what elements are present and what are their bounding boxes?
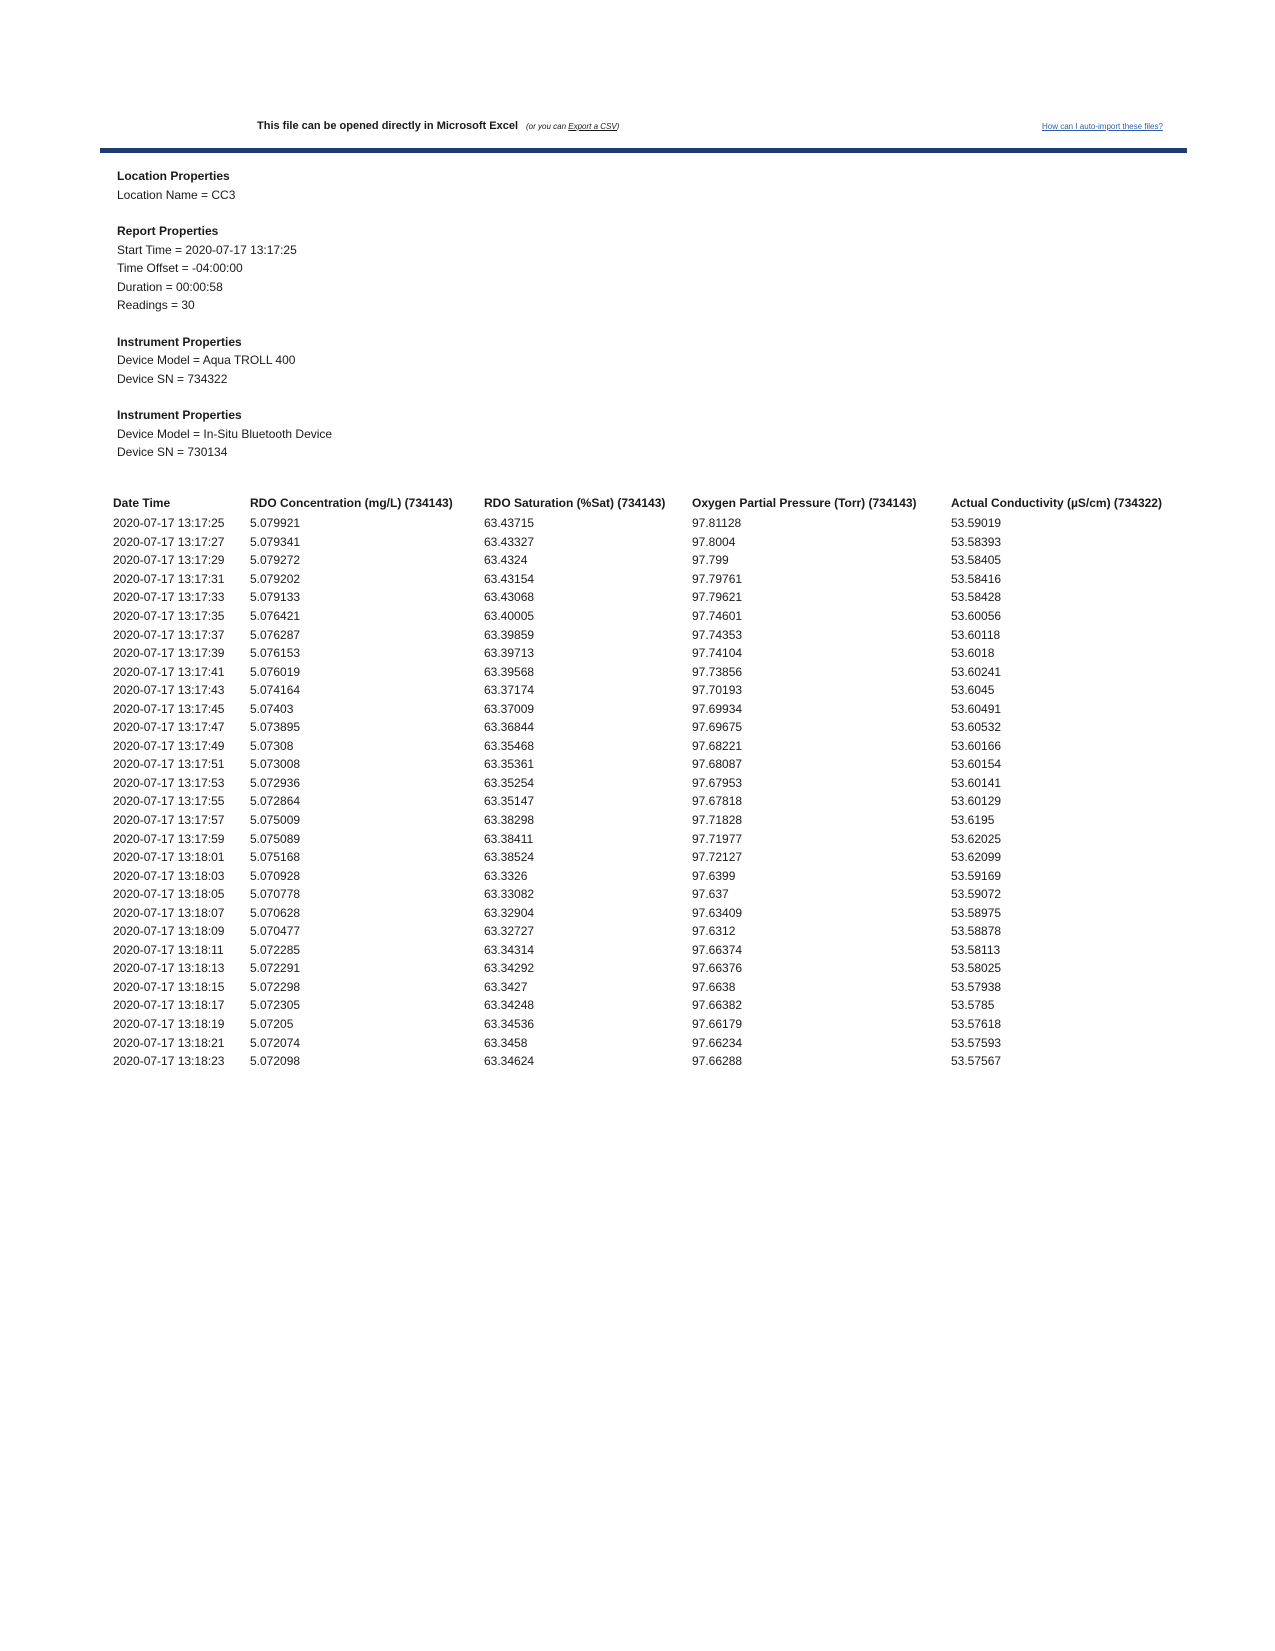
export-banner bbox=[0, 120, 1275, 140]
date-time-cell: 2020-07-17 13:17:51 bbox=[113, 757, 225, 772]
property-line: Device SN = 730134 bbox=[117, 445, 228, 459]
date-time-cell: 2020-07-17 13:17:41 bbox=[113, 664, 225, 679]
table-row bbox=[113, 959, 1191, 978]
table-row bbox=[113, 514, 1191, 533]
rdo-concentration-cell: 5.072298 bbox=[250, 979, 301, 994]
rdo-concentration-cell: 5.070778 bbox=[250, 887, 301, 902]
table-row bbox=[113, 811, 1191, 830]
property-line: Duration = 00:00:58 bbox=[117, 279, 223, 294]
oxygen-partial-pressure-cell: 97.66374 bbox=[692, 942, 743, 957]
table-row bbox=[113, 607, 1191, 626]
oxygen-partial-pressure-cell: 97.637 bbox=[692, 887, 729, 902]
actual-conductivity-cell: 53.6018 bbox=[951, 646, 995, 661]
rdo-saturation-cell: 63.34248 bbox=[484, 998, 535, 1013]
rdo-saturation-cell: 63.34624 bbox=[484, 1054, 535, 1069]
rdo-saturation-cell: 63.37174 bbox=[484, 683, 535, 698]
rdo-saturation-cell: 63.38524 bbox=[484, 850, 535, 865]
date-time-cell: 2020-07-17 13:18:23 bbox=[113, 1054, 225, 1069]
table-row bbox=[113, 866, 1191, 885]
oxygen-partial-pressure-cell: 97.69675 bbox=[692, 720, 743, 735]
property-line: Time Offset = -04:00:00 bbox=[117, 261, 243, 275]
property-line: Device Model = Aqua TROLL 400 bbox=[117, 353, 296, 367]
column-header-actual-conductivity: Actual Conductivity (µS/cm) (734322) bbox=[951, 495, 1162, 510]
property-line: Device Model = In-Situ Bluetooth Device bbox=[117, 426, 333, 441]
actual-conductivity-cell: 53.58416 bbox=[951, 571, 1002, 586]
table-row bbox=[113, 885, 1191, 904]
oxygen-partial-pressure-cell: 97.66288 bbox=[692, 1054, 743, 1069]
actual-conductivity-cell: 53.58878 bbox=[951, 924, 1002, 939]
rdo-concentration-cell: 5.07205 bbox=[250, 1017, 294, 1032]
oxygen-partial-pressure-cell: 97.74601 bbox=[692, 609, 743, 623]
actual-conductivity-cell: 53.60491 bbox=[951, 701, 1002, 716]
table-body bbox=[113, 514, 1191, 1070]
date-time-cell: 2020-07-17 13:17:37 bbox=[113, 627, 225, 642]
table-row bbox=[113, 1052, 1191, 1071]
table-row bbox=[113, 533, 1191, 552]
actual-conductivity-cell: 53.60141 bbox=[951, 775, 1002, 790]
table-row bbox=[113, 662, 1191, 681]
actual-conductivity-cell: 53.60154 bbox=[951, 757, 1002, 772]
rdo-saturation-cell: 63.37009 bbox=[484, 701, 535, 716]
date-time-cell: 2020-07-17 13:17:59 bbox=[113, 831, 225, 846]
rdo-concentration-cell: 5.076421 bbox=[250, 609, 301, 623]
actual-conductivity-cell: 53.57618 bbox=[951, 1017, 1002, 1032]
oxygen-partial-pressure-cell: 97.66179 bbox=[692, 1017, 743, 1032]
date-time-cell: 2020-07-17 13:17:33 bbox=[113, 590, 225, 605]
date-time-cell: 2020-07-17 13:17:55 bbox=[113, 794, 225, 809]
property-line: Location Name = CC3 bbox=[117, 187, 236, 202]
actual-conductivity-cell: 53.57593 bbox=[951, 1035, 1002, 1050]
actual-conductivity-cell: 53.58405 bbox=[951, 553, 1002, 568]
rdo-concentration-cell: 5.079921 bbox=[250, 516, 301, 531]
table-row bbox=[113, 755, 1191, 774]
actual-conductivity-cell: 53.58975 bbox=[951, 905, 1002, 920]
rdo-concentration-cell: 5.079272 bbox=[250, 553, 301, 568]
date-time-cell: 2020-07-17 13:17:27 bbox=[113, 534, 225, 549]
rdo-saturation-cell: 63.43068 bbox=[484, 590, 535, 605]
oxygen-partial-pressure-cell: 97.69934 bbox=[692, 701, 743, 716]
section-heading: Report Properties bbox=[117, 224, 219, 238]
oxygen-partial-pressure-cell: 97.72127 bbox=[692, 850, 743, 865]
table-row bbox=[113, 737, 1191, 756]
actual-conductivity-cell: 53.58113 bbox=[951, 942, 1001, 957]
date-time-cell: 2020-07-17 13:18:19 bbox=[113, 1017, 225, 1032]
rdo-concentration-cell: 5.070628 bbox=[250, 905, 301, 920]
table-row bbox=[113, 829, 1191, 848]
date-time-cell: 2020-07-17 13:17:29 bbox=[113, 553, 225, 568]
rdo-saturation-cell: 63.34314 bbox=[484, 942, 535, 957]
oxygen-partial-pressure-cell: 97.79761 bbox=[692, 571, 743, 586]
table-row bbox=[113, 1015, 1191, 1034]
date-time-cell: 2020-07-17 13:17:53 bbox=[113, 775, 225, 790]
header-divider bbox=[100, 148, 1187, 153]
date-time-cell: 2020-07-17 13:17:47 bbox=[113, 720, 225, 735]
table-row bbox=[113, 792, 1191, 811]
rdo-concentration-cell: 5.072305 bbox=[250, 998, 301, 1013]
oxygen-partial-pressure-cell: 97.71977 bbox=[692, 831, 743, 846]
table-row bbox=[113, 570, 1191, 589]
rdo-saturation-cell: 63.39713 bbox=[484, 646, 535, 661]
oxygen-partial-pressure-cell: 97.8004 bbox=[692, 534, 736, 549]
actual-conductivity-cell: 53.62099 bbox=[951, 850, 1002, 865]
rdo-saturation-cell: 63.34292 bbox=[484, 961, 535, 976]
rdo-concentration-cell: 5.070477 bbox=[250, 924, 301, 939]
rdo-concentration-cell: 5.073895 bbox=[250, 720, 301, 735]
actual-conductivity-cell: 53.58428 bbox=[951, 590, 1002, 605]
properties-panel bbox=[117, 167, 617, 480]
date-time-cell: 2020-07-17 13:18:01 bbox=[113, 850, 225, 865]
excel-notice bbox=[257, 120, 619, 132]
rdo-concentration-cell: 5.072936 bbox=[250, 775, 301, 790]
excel-notice-text: This file can be opened directly in Microsoft Excel bbox=[257, 120, 519, 132]
table-row bbox=[113, 922, 1191, 941]
oxygen-partial-pressure-cell: 97.66234 bbox=[692, 1035, 743, 1050]
column-header-rdo-concentration: RDO Concentration (mg/L) (734143) bbox=[250, 495, 453, 510]
date-time-cell: 2020-07-17 13:18:13 bbox=[113, 961, 225, 976]
rdo-concentration-cell: 5.072864 bbox=[250, 794, 301, 809]
table-row bbox=[113, 588, 1191, 607]
actual-conductivity-cell: 53.57567 bbox=[951, 1054, 1002, 1069]
date-time-cell: 2020-07-17 13:17:31 bbox=[113, 571, 225, 586]
rdo-saturation-cell: 63.43327 bbox=[484, 534, 535, 549]
property-section bbox=[117, 406, 617, 462]
rdo-concentration-cell: 5.076019 bbox=[250, 664, 301, 679]
oxygen-partial-pressure-cell: 97.66382 bbox=[692, 998, 743, 1013]
column-header-oxygen-partial-pressure: Oxygen Partial Pressure (Torr) (734143) bbox=[692, 495, 917, 510]
oxygen-partial-pressure-cell: 97.68221 bbox=[692, 738, 743, 753]
rdo-concentration-cell: 5.076153 bbox=[250, 646, 301, 661]
csv-note-suffix: ) bbox=[616, 122, 620, 131]
oxygen-partial-pressure-cell: 97.6638 bbox=[692, 979, 736, 994]
rdo-saturation-cell: 63.3458 bbox=[484, 1035, 528, 1050]
section-heading: Instrument Properties bbox=[117, 334, 242, 349]
oxygen-partial-pressure-cell: 97.6399 bbox=[692, 868, 736, 883]
date-time-cell: 2020-07-17 13:18:21 bbox=[113, 1035, 225, 1050]
table-row bbox=[113, 644, 1191, 663]
actual-conductivity-cell: 53.58393 bbox=[951, 534, 1002, 549]
rdo-saturation-cell: 63.38298 bbox=[484, 813, 535, 828]
rdo-saturation-cell: 63.39859 bbox=[484, 627, 535, 642]
date-time-cell: 2020-07-17 13:18:07 bbox=[113, 905, 225, 920]
auto-import-help-link[interactable]: How can I auto-import these files? bbox=[1042, 122, 1163, 131]
table-row bbox=[113, 1033, 1191, 1052]
actual-conductivity-cell: 53.57938 bbox=[951, 979, 1002, 994]
rdo-saturation-cell: 63.33082 bbox=[484, 887, 535, 902]
section-heading: Location Properties bbox=[117, 169, 230, 183]
rdo-concentration-cell: 5.072291 bbox=[250, 961, 301, 976]
table-row bbox=[113, 774, 1191, 793]
oxygen-partial-pressure-cell: 97.71828 bbox=[692, 813, 743, 828]
rdo-saturation-cell: 63.35361 bbox=[484, 757, 535, 772]
date-time-cell: 2020-07-17 13:17:43 bbox=[113, 683, 225, 698]
table-row bbox=[113, 699, 1191, 718]
oxygen-partial-pressure-cell: 97.6312 bbox=[692, 924, 736, 939]
rdo-saturation-cell: 63.36844 bbox=[484, 720, 535, 735]
table-row bbox=[113, 848, 1191, 867]
date-time-cell: 2020-07-17 13:18:09 bbox=[113, 924, 225, 939]
oxygen-partial-pressure-cell: 97.799 bbox=[692, 553, 729, 568]
property-section bbox=[117, 222, 617, 315]
table-row bbox=[113, 996, 1191, 1015]
rdo-saturation-cell: 63.35254 bbox=[484, 775, 535, 790]
oxygen-partial-pressure-cell: 97.74353 bbox=[692, 627, 743, 642]
actual-conductivity-cell: 53.60532 bbox=[951, 720, 1002, 735]
export-csv-link[interactable]: Export a CSV bbox=[568, 122, 617, 131]
oxygen-partial-pressure-cell: 97.70193 bbox=[692, 683, 743, 698]
actual-conductivity-cell: 53.59169 bbox=[951, 868, 1002, 883]
rdo-saturation-cell: 63.35468 bbox=[484, 738, 535, 753]
column-header-date-time: Date Time bbox=[113, 495, 171, 510]
actual-conductivity-cell: 53.60166 bbox=[951, 738, 1002, 753]
table-header-row bbox=[113, 494, 1191, 514]
oxygen-partial-pressure-cell: 97.79621 bbox=[692, 590, 743, 605]
property-line: Start Time = 2020-07-17 13:17:25 bbox=[117, 242, 297, 257]
actual-conductivity-cell: 53.60129 bbox=[951, 794, 1002, 809]
property-line: Device SN = 734322 bbox=[117, 371, 228, 386]
date-time-cell: 2020-07-17 13:17:35 bbox=[113, 609, 225, 623]
section-heading: Instrument Properties bbox=[117, 408, 242, 422]
oxygen-partial-pressure-cell: 97.68087 bbox=[692, 757, 743, 772]
rdo-saturation-cell: 63.34536 bbox=[484, 1017, 535, 1032]
date-time-cell: 2020-07-17 13:17:39 bbox=[113, 646, 225, 661]
table-row bbox=[113, 941, 1191, 960]
rdo-saturation-cell: 63.43154 bbox=[484, 571, 535, 586]
date-time-cell: 2020-07-17 13:18:05 bbox=[113, 887, 225, 902]
rdo-concentration-cell: 5.074164 bbox=[250, 683, 301, 698]
oxygen-partial-pressure-cell: 97.67953 bbox=[692, 775, 743, 790]
actual-conductivity-cell: 53.6045 bbox=[951, 683, 995, 698]
csv-note bbox=[526, 122, 619, 131]
actual-conductivity-cell: 53.5785 bbox=[951, 998, 995, 1013]
rdo-concentration-cell: 5.079133 bbox=[250, 590, 301, 605]
rdo-concentration-cell: 5.072098 bbox=[250, 1054, 301, 1069]
table-row bbox=[113, 978, 1191, 997]
oxygen-partial-pressure-cell: 97.73856 bbox=[692, 664, 743, 679]
rdo-concentration-cell: 5.075168 bbox=[250, 850, 301, 865]
rdo-saturation-cell: 63.35147 bbox=[484, 794, 535, 809]
oxygen-partial-pressure-cell: 97.66376 bbox=[692, 961, 743, 976]
date-time-cell: 2020-07-17 13:18:15 bbox=[113, 979, 225, 994]
oxygen-partial-pressure-cell: 97.63409 bbox=[692, 905, 743, 920]
rdo-concentration-cell: 5.079341 bbox=[250, 534, 301, 549]
csv-note-prefix: (or you can bbox=[526, 122, 569, 131]
oxygen-partial-pressure-cell: 97.67818 bbox=[692, 794, 743, 809]
rdo-concentration-cell: 5.07403 bbox=[250, 701, 294, 716]
rdo-saturation-cell: 63.39568 bbox=[484, 664, 535, 679]
actual-conductivity-cell: 53.6195 bbox=[951, 813, 995, 828]
date-time-cell: 2020-07-17 13:18:17 bbox=[113, 998, 225, 1013]
table-row bbox=[113, 903, 1191, 922]
rdo-concentration-cell: 5.072074 bbox=[250, 1035, 301, 1050]
rdo-concentration-cell: 5.079202 bbox=[250, 571, 301, 586]
property-section bbox=[117, 167, 617, 204]
date-time-cell: 2020-07-17 13:18:03 bbox=[113, 868, 225, 883]
rdo-saturation-cell: 63.4324 bbox=[484, 553, 528, 568]
table-row bbox=[113, 551, 1191, 570]
rdo-concentration-cell: 5.075009 bbox=[250, 813, 301, 828]
rdo-saturation-cell: 63.32727 bbox=[484, 924, 535, 939]
rdo-saturation-cell: 63.32904 bbox=[484, 905, 535, 920]
column-header-rdo-saturation: RDO Saturation (%Sat) (734143) bbox=[484, 495, 666, 510]
rdo-saturation-cell: 63.43715 bbox=[484, 516, 535, 531]
rdo-saturation-cell: 63.3427 bbox=[484, 979, 528, 994]
property-section bbox=[117, 333, 617, 389]
property-line: Readings = 30 bbox=[117, 298, 195, 312]
oxygen-partial-pressure-cell: 97.81128 bbox=[692, 516, 742, 531]
readings-table bbox=[113, 494, 1191, 1070]
actual-conductivity-cell: 53.60118 bbox=[951, 627, 1001, 642]
rdo-concentration-cell: 5.070928 bbox=[250, 868, 301, 883]
date-time-cell: 2020-07-17 13:17:57 bbox=[113, 813, 225, 828]
rdo-saturation-cell: 63.3326 bbox=[484, 868, 528, 883]
actual-conductivity-cell: 53.62025 bbox=[951, 831, 1002, 846]
actual-conductivity-cell: 53.60056 bbox=[951, 609, 1002, 623]
oxygen-partial-pressure-cell: 97.74104 bbox=[692, 646, 743, 661]
rdo-concentration-cell: 5.076287 bbox=[250, 627, 301, 642]
table-row bbox=[113, 718, 1191, 737]
rdo-saturation-cell: 63.38411 bbox=[484, 831, 534, 846]
date-time-cell: 2020-07-17 13:17:45 bbox=[113, 701, 225, 716]
actual-conductivity-cell: 53.59072 bbox=[951, 887, 1002, 902]
date-time-cell: 2020-07-17 13:17:49 bbox=[113, 738, 225, 753]
rdo-concentration-cell: 5.075089 bbox=[250, 831, 301, 846]
actual-conductivity-cell: 53.58025 bbox=[951, 961, 1002, 976]
date-time-cell: 2020-07-17 13:18:11 bbox=[113, 942, 224, 957]
rdo-concentration-cell: 5.072285 bbox=[250, 942, 301, 957]
actual-conductivity-cell: 53.60241 bbox=[951, 664, 1002, 679]
rdo-concentration-cell: 5.073008 bbox=[250, 757, 301, 772]
table-row bbox=[113, 681, 1191, 700]
date-time-cell: 2020-07-17 13:17:25 bbox=[113, 516, 225, 531]
rdo-concentration-cell: 5.07308 bbox=[250, 738, 294, 753]
rdo-saturation-cell: 63.40005 bbox=[484, 609, 535, 623]
actual-conductivity-cell: 53.59019 bbox=[951, 516, 1002, 531]
table-row bbox=[113, 625, 1191, 644]
